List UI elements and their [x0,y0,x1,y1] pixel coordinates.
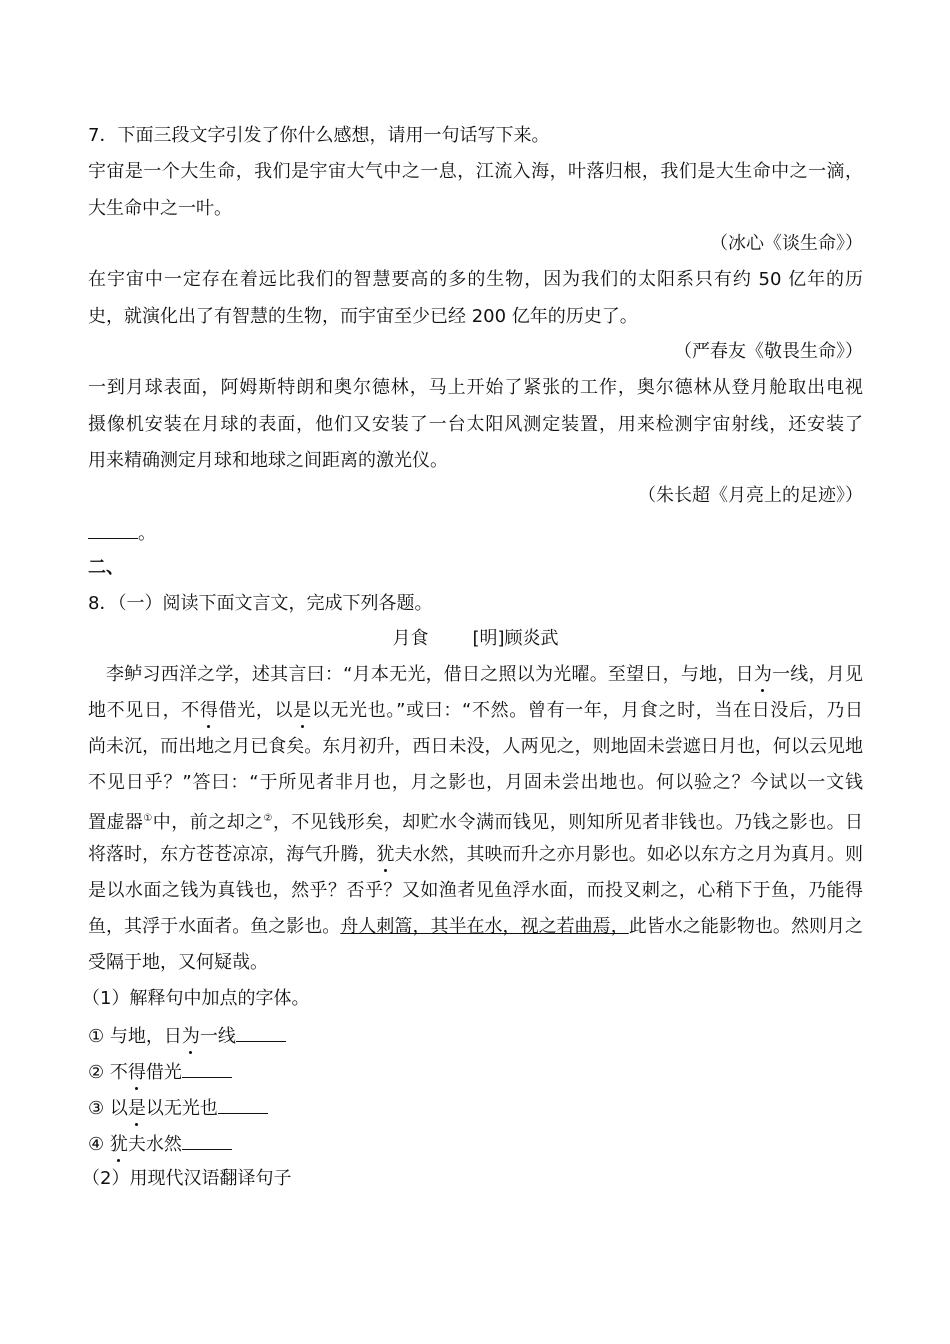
answer-blank[interactable] [88,520,138,539]
passage-3-line-2: 摄像机安装在月球的表面，他们又安装了一台太阳风测定装置，用来检测宇宙射线，还安装了 [88,414,863,435]
footnote-marker: ② [263,813,273,824]
dotted-char: 犹 [376,844,395,865]
classical-text-line-2: 地不见日，不得借光，以是以无光也。”或曰：“不然。曾有一年，月食之时，当在日没后，乃日 [88,700,864,721]
answer-line-q7 [88,520,863,546]
passage-1-line-2: 大生命中之一叶。 [88,198,232,219]
classical-text-line-6: 将落时，东方苍苍凉凉，海气升腾，犹夫水然，其映而升之亦月影也。如必以东方之月为真月。则 [88,844,864,865]
question-8-stem: 8．（一）阅读下面文言文，完成下列各题。 [88,593,433,614]
passage-1-source: （冰心《谈生命》） [710,233,863,254]
dotted-char: 是 [293,700,312,721]
dotted-char: 得 [127,1062,146,1083]
answer-blank[interactable] [236,1023,286,1042]
item-3: ③ 以是以无光也 [88,1095,863,1121]
dotted-char: 是 [127,1098,146,1119]
section-heading: 二、 [88,557,124,578]
passage-3-line-3: 用来精确测定月球和地球之间距离的激光仪。 [88,450,448,471]
answer-blank[interactable] [182,1059,232,1078]
dotted-char: 为 [181,1026,200,1047]
classical-text-line-1: 李鲈习西洋之学，述其言曰：“月本无光，借日之照以为光曜。至望日，与地，日为一线，月见 [106,664,864,685]
classical-text-line-3: 尚未沉，而出地之月已食矣。东月初升，西日未没，人两见之，则地固未尝遮日月也，何以云见地 [88,736,863,757]
passage-1-line-1: 宇宙是一个大生命，我们是宇宙大气中之一息，江流入海，叶落归根，我们是大生命中之一滴， [88,161,863,182]
classical-text-line-7: 是以水面之钱为真钱也，然乎？否乎？又如渔者见鱼浮水面，而投叉刺之，心稍下于鱼，乃能得 [88,880,863,901]
item-1: ① 与地，日为一线 [88,1023,863,1049]
dotted-char: 犹 [109,1134,128,1155]
passage-2-line-1: 在宇宙中一定存在着远比我们的智慧要高的多的生物，因为我们的太阳系只有约 50 亿年的历 [88,269,863,290]
answer-blank[interactable] [182,1131,232,1150]
passage-3-line-1: 一到月球表面，阿姆斯特朗和奥尔德林，马上开始了紧张的工作，奥尔德林从登月舱取出电视 [88,377,863,398]
classical-text-line-8: 鱼，其浮于水面者。鱼之影也。舟人刺篙，其半在水，视之若曲焉，此皆水之能影物也。然则月之 [88,916,864,937]
item-4: ④ 犹夫水然 [88,1131,863,1157]
subquestion-2: （2）用现代汉语翻译句子 [82,1168,292,1189]
footnote-marker: ① [143,813,153,824]
passage-2-source: （严春友《敬畏生命》） [674,341,863,362]
text-title-line [88,627,863,651]
text-title: 月食 [392,628,429,649]
dotted-char: 为 [753,664,772,685]
answer-blank[interactable] [218,1095,268,1114]
answer-line-end: 。 [138,523,156,544]
classical-text-line-5: 置虚器①中，前之却之②，不见钱形矣，却贮水令满而钱见，则知所见者非钱也。乃钱之影也。日 [88,812,864,833]
question-7-stem: 7．下面三段文字引发了你什么感想，请用一句话写下来。 [88,125,550,146]
passage-2-line-2: 史，就演化出了有智慧的生物，而宇宙至少已经 200 亿年的历史了。 [88,306,638,327]
item-2: ② 不得借光 [88,1059,863,1085]
subquestion-1: （1）解释句中加点的字体。 [82,988,310,1009]
classical-text-line-9: 受隔于地，又何疑哉。 [88,952,268,973]
underlined-sentence: 舟人刺篙，其半在水，视之若曲焉， [340,916,629,937]
passage-3-source: （朱长超《月亮上的足迹》） [638,485,863,506]
text-author: [明]顾炎武 [472,628,559,649]
dotted-char: 得 [199,700,218,721]
classical-text-line-4: 不见日乎？”答曰：“于所见者非月也，月之影也，月固未尝出地也。何以验之？今试以一文钱 [88,772,863,793]
